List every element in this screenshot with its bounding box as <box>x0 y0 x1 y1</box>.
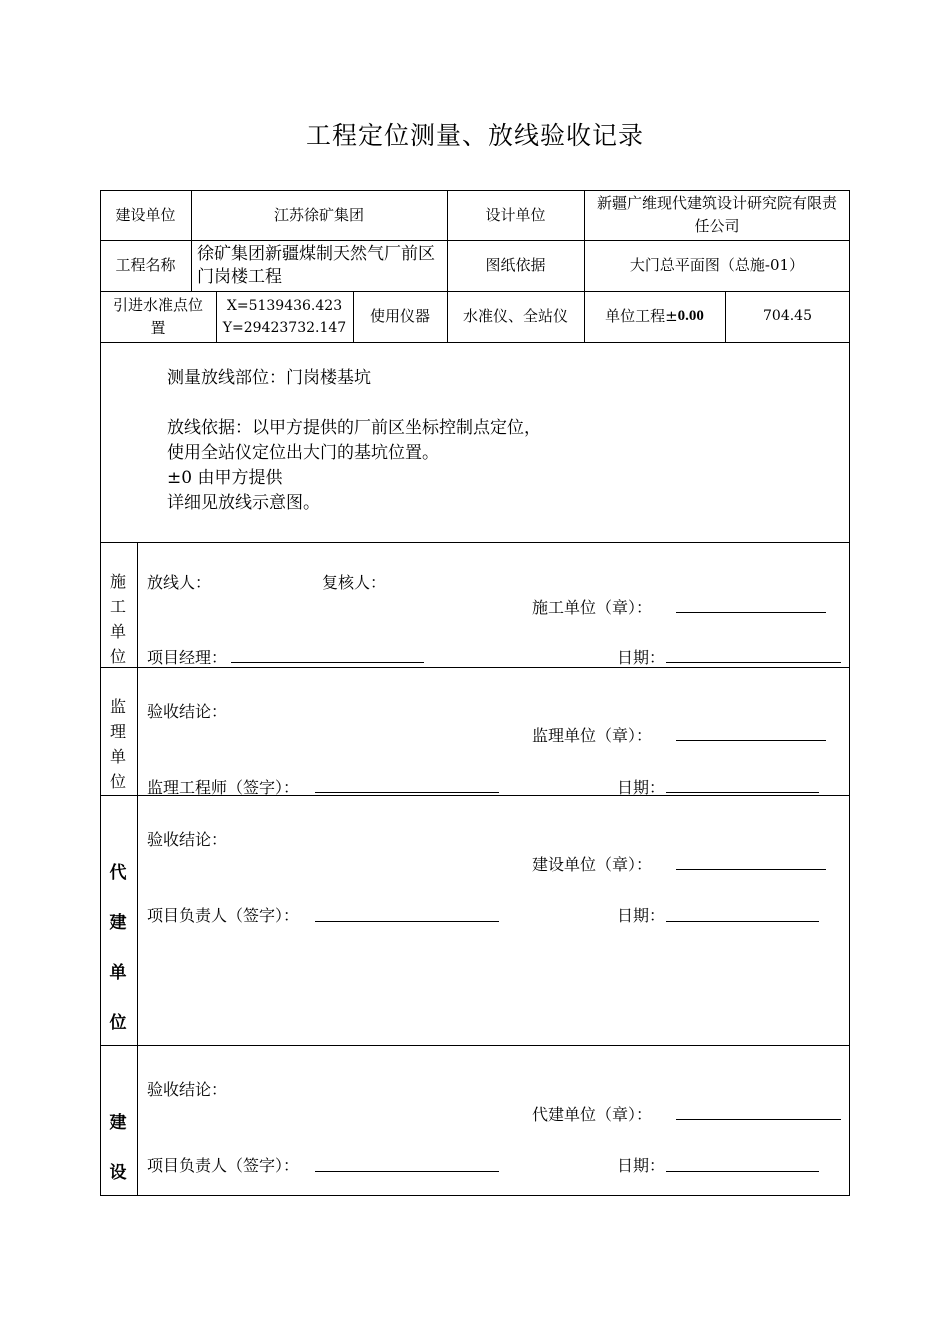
owner-person-line[interactable] <box>315 1171 499 1172</box>
contractor-seal-line[interactable] <box>676 612 826 613</box>
design-unit-value: 新疆广维现代建筑设计研究院有限责任公司 <box>596 194 837 235</box>
construction-unit-label: 建设单位 <box>115 205 176 224</box>
owner-seal-line[interactable] <box>676 1119 841 1120</box>
supervisor-seal-line[interactable] <box>676 740 826 741</box>
agent-seal-line[interactable] <box>676 869 826 870</box>
owner-conclusion-label: 验收结论： <box>147 1080 228 1099</box>
project-name-label: 工程名称 <box>115 256 176 274</box>
content-line-detail: 详细见放线示意图。 <box>167 493 320 513</box>
agent-person-label: 项目负责人（签字）： <box>147 906 300 925</box>
agent-label-char: 建 <box>109 913 127 933</box>
contractor-seal-label: 施工单位（章）： <box>532 598 653 617</box>
elevation-label-text: 单位工程± <box>605 307 678 325</box>
instrument-label: 使用仪器 <box>369 307 430 325</box>
instrument-value: 水准仪、全站仪 <box>462 307 568 325</box>
design-unit-label: 设计单位 <box>485 205 546 224</box>
row-divider <box>100 542 850 543</box>
contractor-label-char: 工 <box>109 597 126 616</box>
project-manager-label: 项目经理： <box>147 648 228 667</box>
content-line-method: 使用全站仪定位出大门的基坑位置。 <box>167 443 439 463</box>
supervisor-label-char: 理 <box>109 722 126 741</box>
supervisor-label-char: 监 <box>109 697 126 716</box>
project-manager-line[interactable] <box>231 662 424 663</box>
owner-date-label: 日期： <box>617 1156 666 1175</box>
agent-label-char: 代 <box>109 863 127 883</box>
page-title: 工程定位测量、放线验收记录 <box>305 121 644 150</box>
row-divider <box>100 342 850 343</box>
drawing-basis-label: 图纸依据 <box>485 256 546 274</box>
owner-date-line[interactable] <box>666 1171 819 1172</box>
owner-person-label: 项目负责人（签字）： <box>147 1156 300 1175</box>
owner-seal-label: 代建单位（章）： <box>532 1105 653 1124</box>
benchmark-label: 引进水准点位置 <box>112 295 203 337</box>
supervisor-conclusion-label: 验收结论： <box>147 702 228 721</box>
contractor-label-char: 施 <box>109 572 126 591</box>
supervisor-date-label: 日期： <box>617 778 666 797</box>
supervisor-label-char: 单 <box>109 747 126 766</box>
benchmark-y: Y=29423732.147 <box>222 319 347 336</box>
supervisor-date-line[interactable] <box>666 792 819 793</box>
content-line-location: 测量放线部位：门岗楼基坑 <box>167 368 371 388</box>
drawing-basis-value: 大门总平面图（总施-01） <box>629 256 805 274</box>
owner-label-char: 设 <box>109 1163 127 1183</box>
content-line-zero: ±0 由甲方提供 <box>167 468 283 488</box>
content-line-basis: 放线依据：以甲方提供的厂前区坐标控制点定位， <box>167 418 541 438</box>
agent-label-char: 位 <box>109 1013 127 1033</box>
agent-seal-label: 建设单位（章）： <box>532 855 653 874</box>
layout-person-label: 放线人： <box>147 573 212 592</box>
contractor-label-char: 位 <box>109 647 126 666</box>
project-name-value: 徐矿集团新疆煤制天然气厂前区门岗楼工程 <box>197 243 435 287</box>
supervisor-engineer-line[interactable] <box>315 792 499 793</box>
agent-date-label: 日期： <box>617 906 666 925</box>
elevation-label <box>584 291 725 342</box>
checker-label: 复核人： <box>322 573 387 592</box>
supervisor-seal-label: 监理单位（章）： <box>532 726 653 745</box>
elevation-label-zero: 0.00 <box>677 308 704 324</box>
row-divider <box>100 1045 850 1046</box>
agent-label-char: 单 <box>109 963 127 983</box>
contractor-label-char: 单 <box>109 622 126 641</box>
agent-conclusion-label: 验收结论： <box>147 830 228 849</box>
supervisor-engineer-label: 监理工程师（签字）： <box>147 778 300 797</box>
supervisor-label-char: 位 <box>109 772 126 791</box>
owner-label-char: 建 <box>109 1113 127 1133</box>
agent-date-line[interactable] <box>666 921 819 922</box>
benchmark-x: X=5139436.423 <box>226 297 343 314</box>
col-divider <box>137 542 138 1196</box>
construction-unit-value: 江苏徐矿集团 <box>273 205 364 224</box>
elevation-value: 704.45 <box>763 308 812 324</box>
agent-person-line[interactable] <box>315 921 499 922</box>
benchmark-coordinates <box>216 291 353 342</box>
contractor-date-label: 日期： <box>617 648 666 667</box>
contractor-date-line[interactable] <box>666 662 841 663</box>
